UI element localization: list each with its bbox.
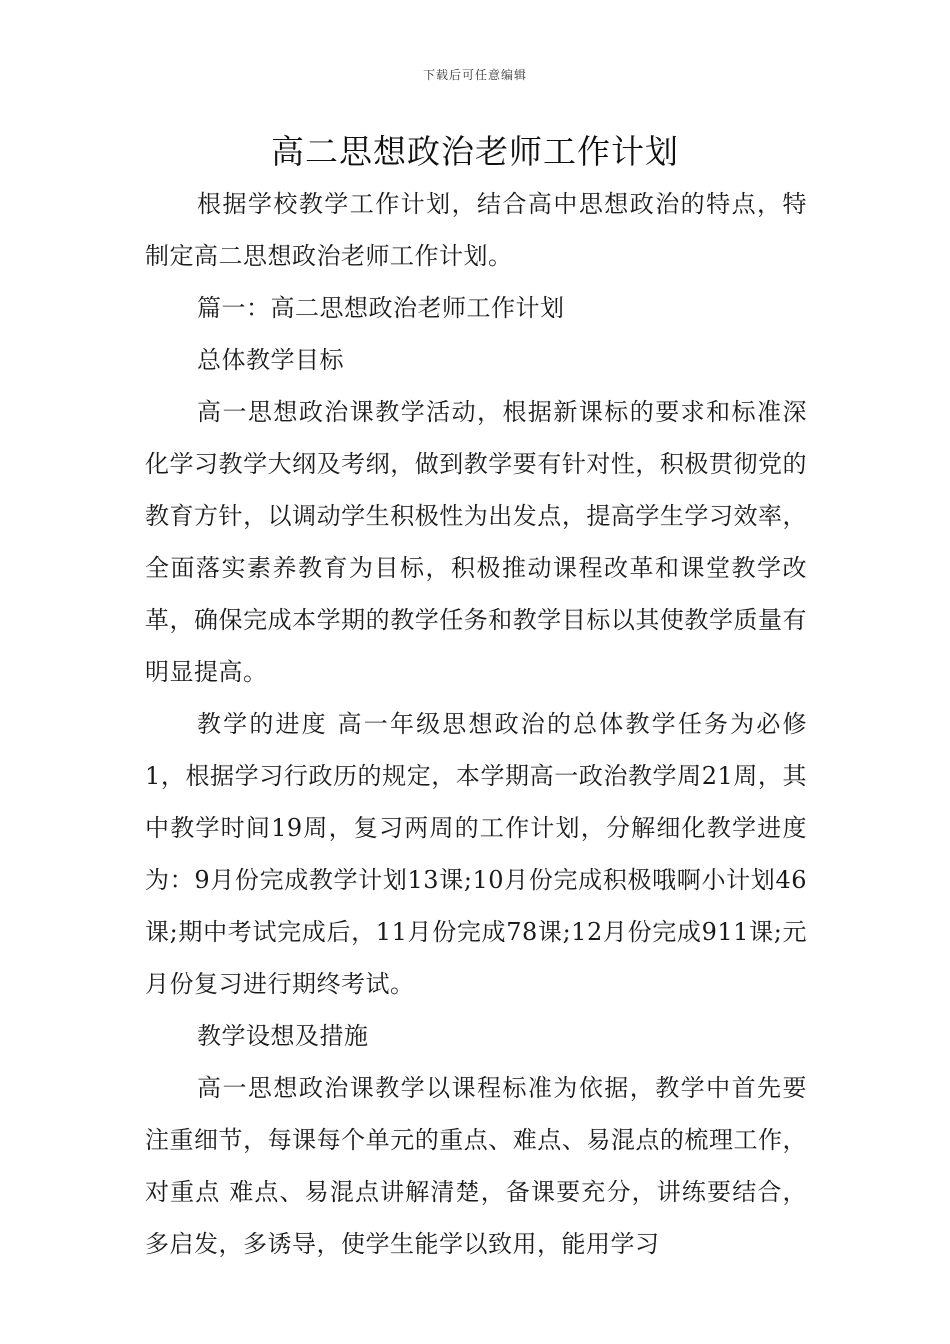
section-heading-part-one: 篇一：高二思想政治老师工作计划 bbox=[197, 294, 565, 322]
paragraph-teaching-measures: 高一思想政治课教学以课程标准为依据，教学中首先要注重细节，每课每个单元的重点、难点、易混点的梳理工作，对重点 难点、易混点讲解清楚，备课要充分，讲练要结合，多启发，多诱导，使学生能学以致用，能用学习 bbox=[145, 1074, 807, 1258]
document-title: 高二思想政治老师工作计划 bbox=[271, 132, 679, 171]
section-heading-teaching-measures: 教学设想及措施 bbox=[197, 1022, 369, 1050]
paragraph-overall-goals: 高一思想政治课教学活动，根据新课标的要求和标准深化学习教学大纲及考纲，做到教学要有针对性，积极贯彻党的教育方针，以调动学生积极性为出发点，提高学生学习效率，全面落实素养教育为目标，积极推动课程改革和课堂教学改革，确保完成本学期的教学任务和教学目标以其使教学质量有明显提高。 bbox=[145, 398, 807, 686]
section-heading-overall-goals: 总体教学目标 bbox=[197, 346, 344, 374]
paragraph-intro: 根据学校教学工作计划，结合高中思想政治的特点，特制定高二思想政治老师工作计划。 bbox=[145, 190, 807, 270]
paragraph-teaching-progress: 教学的进度 高一年级思想政治的总体教学任务为必修1，根据学习行政历的规定，本学期高一政治教学周21周，其中教学时间19周，复习两周的工作计划，分解细化教学进度为：9月份完成教学计划13课;10月份完成积极哦啊小计划46课;期中考试完成后，11月份完成78课;12月份完成911课;元月份复习进行期终考试。 bbox=[145, 710, 807, 998]
document-body bbox=[145, 178, 807, 1270]
header-note: 下载后可任意编辑 bbox=[422, 68, 527, 82]
